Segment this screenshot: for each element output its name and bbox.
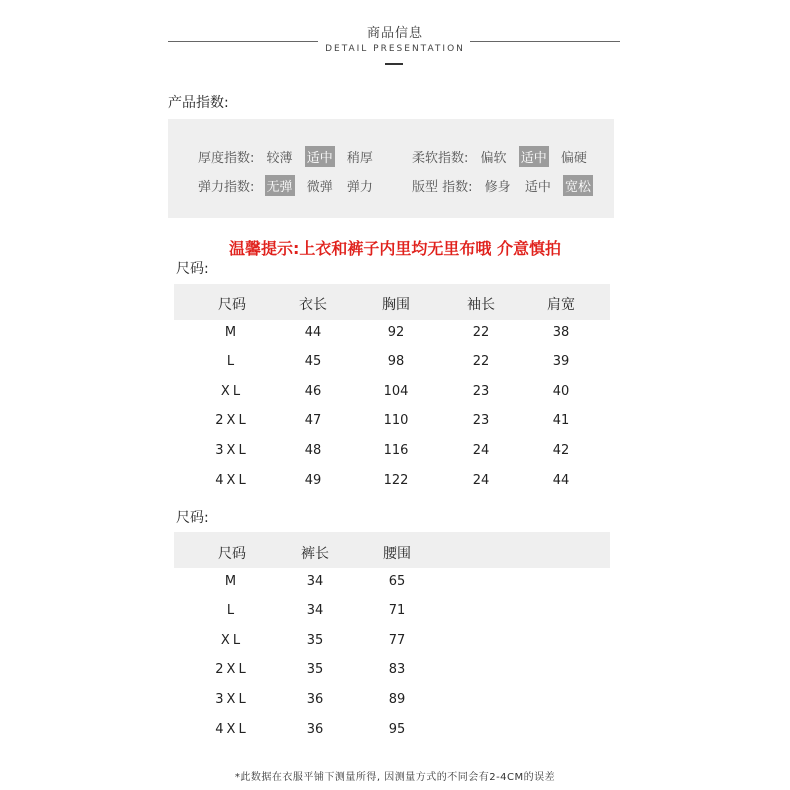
table-cell: 41 (552, 413, 570, 428)
product-index-panel (168, 119, 614, 218)
index-option: 宽松 (563, 175, 593, 196)
table-cell: 77 (388, 633, 406, 648)
table-cell: XL (220, 633, 244, 648)
index-option: 微弹 (306, 180, 333, 195)
table-cell: 22 (472, 354, 490, 369)
index-row-softness (412, 146, 595, 167)
table-cell: 24 (472, 443, 490, 458)
index-name: 厚度指数: (198, 151, 255, 166)
table-cell: 35 (306, 662, 324, 677)
index-row-elasticity (198, 175, 381, 196)
table-cell: XL (220, 384, 244, 399)
index-name: 柔软指数: (412, 151, 469, 166)
index-option: 适中 (305, 146, 335, 167)
table-cell: 36 (306, 722, 324, 737)
index-option: 稍厚 (346, 151, 373, 166)
table-cell: 122 (383, 473, 409, 488)
index-option: 适中 (524, 180, 551, 195)
table-cell: 24 (472, 473, 490, 488)
pants-size-label: 尺码: (176, 510, 209, 526)
table-cell: M (224, 574, 240, 589)
table-cell: 92 (387, 325, 405, 340)
column-header: 肩宽 (547, 297, 575, 313)
column-header: 尺码 (218, 297, 246, 313)
page-title: 商品信息 (366, 26, 423, 41)
table-cell: 3XL (215, 443, 249, 458)
table-cell: 47 (304, 413, 322, 428)
column-header: 胸围 (382, 297, 410, 313)
column-header: 腰围 (383, 546, 411, 562)
table-cell: 2XL (215, 413, 249, 428)
table-cell: 110 (383, 413, 409, 428)
table-cell: 38 (552, 325, 570, 340)
table-cell: 44 (304, 325, 322, 340)
table-cell: 4XL (215, 473, 249, 488)
product-index-label: 产品指数: (168, 95, 229, 111)
table-cell: M (224, 325, 240, 340)
table-cell: 44 (552, 473, 570, 488)
table-cell: 48 (304, 443, 322, 458)
table-cell: 22 (472, 325, 490, 340)
table-cell: 35 (306, 633, 324, 648)
index-option: 偏软 (480, 151, 507, 166)
table-cell: 2XL (215, 662, 249, 677)
table-cell: 89 (388, 692, 406, 707)
index-option: 无弹 (265, 175, 295, 196)
table-cell: 36 (306, 692, 324, 707)
index-option: 较薄 (266, 151, 293, 166)
index-name: 版型 指数: (412, 180, 473, 195)
table-cell: 23 (472, 413, 490, 428)
index-option: 弹力 (346, 180, 373, 195)
table-cell: 71 (388, 603, 406, 618)
index-option: 适中 (519, 146, 549, 167)
column-header: 衣长 (299, 297, 327, 313)
header-dash (385, 63, 403, 65)
table-cell: 34 (306, 574, 324, 589)
table-cell: 83 (388, 662, 406, 677)
table-cell: 95 (388, 722, 406, 737)
table-cell: 45 (304, 354, 322, 369)
table-cell: 40 (552, 384, 570, 399)
table-cell: 4XL (215, 722, 249, 737)
index-row-fit (412, 175, 599, 196)
column-header: 袖长 (467, 297, 495, 313)
page-subtitle: DETAIL PRESENTATION (325, 44, 465, 54)
top-size-label: 尺码: (176, 261, 209, 277)
column-header: 尺码 (218, 546, 246, 562)
column-header: 裤长 (301, 546, 329, 562)
table-cell: 39 (552, 354, 570, 369)
header-divider-right (470, 41, 620, 42)
index-option: 修身 (484, 180, 511, 195)
table-cell: 3XL (215, 692, 249, 707)
table-cell: 23 (472, 384, 490, 399)
table-cell: 65 (388, 574, 406, 589)
index-option: 偏硬 (560, 151, 587, 166)
table-cell: 46 (304, 384, 322, 399)
index-name: 弹力指数: (198, 180, 255, 195)
header-divider-left (168, 41, 318, 42)
table-cell: 116 (383, 443, 409, 458)
table-cell: L (226, 603, 238, 618)
notice-text: 温馨提示:上衣和裤子内里均无里布哦 介意慎拍 (229, 239, 561, 258)
table-cell: L (226, 354, 238, 369)
table-cell: 98 (387, 354, 405, 369)
table-cell: 34 (306, 603, 324, 618)
index-row-thickness (198, 146, 381, 167)
table-cell: 104 (383, 384, 409, 399)
footnote: *此数据在衣服平铺下测量所得, 因测量方式的不同会有2-4CM的误差 (234, 772, 556, 783)
table-cell: 42 (552, 443, 570, 458)
table-cell: 49 (304, 473, 322, 488)
